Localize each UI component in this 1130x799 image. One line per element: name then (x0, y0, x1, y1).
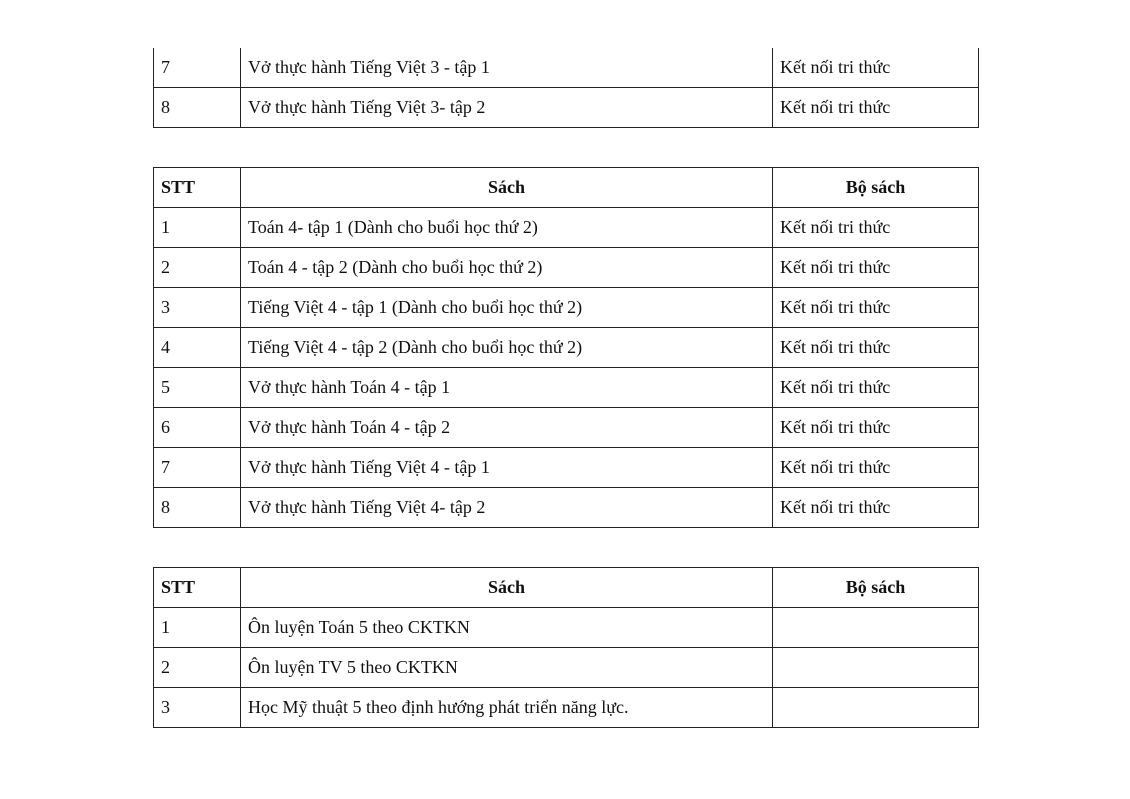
book-title-cell: Vở thực hành Tiếng Việt 3 - tập 1 (241, 48, 773, 88)
book-set-cell: Kết nối tri thức (773, 368, 979, 408)
book-title-cell: Toán 4- tập 1 (Dành cho buổi học thứ 2) (241, 208, 773, 248)
table-row (154, 608, 979, 648)
stt-cell: 2 (154, 648, 241, 688)
table-row (154, 208, 979, 248)
book-table-grade5 (153, 567, 979, 728)
book-set-cell: Kết nối tri thức (773, 48, 979, 88)
table-row (154, 408, 979, 448)
book-title-cell: Học Mỹ thuật 5 theo định hướng phát triển năng lực. (241, 688, 773, 728)
stt-cell: 3 (154, 688, 241, 728)
book-title-cell: Vở thực hành Tiếng Việt 4- tập 2 (241, 488, 773, 528)
stt-cell: 8 (154, 488, 241, 528)
table-header-row (154, 168, 979, 208)
header-book: Sách (241, 168, 773, 208)
book-title-cell: Ôn luyện TV 5 theo CKTKN (241, 648, 773, 688)
table-row (154, 648, 979, 688)
stt-cell: 3 (154, 288, 241, 328)
stt-cell: 7 (154, 48, 241, 88)
header-book: Sách (241, 568, 773, 608)
book-set-cell: Kết nối tri thức (773, 448, 979, 488)
book-table-grade4 (153, 167, 979, 528)
book-title-cell: Tiếng Việt 4 - tập 2 (Dành cho buổi học thứ 2) (241, 328, 773, 368)
table-row (154, 488, 979, 528)
book-set-cell: Kết nối tri thức (773, 288, 979, 328)
book-title-cell: Tiếng Việt 4 - tập 1 (Dành cho buổi học thứ 2) (241, 288, 773, 328)
book-title-cell: Toán 4 - tập 2 (Dành cho buổi học thứ 2) (241, 248, 773, 288)
header-stt: STT (154, 168, 241, 208)
table-row (154, 48, 979, 88)
book-title-cell: Vở thực hành Toán 4 - tập 2 (241, 408, 773, 448)
header-book-set: Bộ sách (773, 568, 979, 608)
header-book-set: Bộ sách (773, 168, 979, 208)
book-set-cell: Kết nối tri thức (773, 248, 979, 288)
book-set-cell: Kết nối tri thức (773, 408, 979, 448)
table-row (154, 248, 979, 288)
book-title-cell: Ôn luyện Toán 5 theo CKTKN (241, 608, 773, 648)
stt-cell: 1 (154, 208, 241, 248)
stt-cell: 7 (154, 448, 241, 488)
table-row (154, 368, 979, 408)
stt-cell: 6 (154, 408, 241, 448)
header-stt: STT (154, 568, 241, 608)
book-title-cell: Vở thực hành Toán 4 - tập 1 (241, 368, 773, 408)
table-row (154, 88, 979, 128)
stt-cell: 4 (154, 328, 241, 368)
book-set-cell (773, 688, 979, 728)
stt-cell: 5 (154, 368, 241, 408)
table-row (154, 688, 979, 728)
book-set-cell: Kết nối tri thức (773, 488, 979, 528)
stt-cell: 1 (154, 608, 241, 648)
book-table-grade3-continued (153, 48, 979, 128)
table-row (154, 288, 979, 328)
table-row (154, 328, 979, 368)
book-set-cell: Kết nối tri thức (773, 208, 979, 248)
stt-cell: 8 (154, 88, 241, 128)
book-title-cell: Vở thực hành Tiếng Việt 3- tập 2 (241, 88, 773, 128)
book-title-cell: Vở thực hành Tiếng Việt 4 - tập 1 (241, 448, 773, 488)
book-set-cell: Kết nối tri thức (773, 328, 979, 368)
table-header-row (154, 568, 979, 608)
book-set-cell (773, 648, 979, 688)
stt-cell: 2 (154, 248, 241, 288)
book-set-cell: Kết nối tri thức (773, 88, 979, 128)
table-row (154, 448, 979, 488)
book-set-cell (773, 608, 979, 648)
